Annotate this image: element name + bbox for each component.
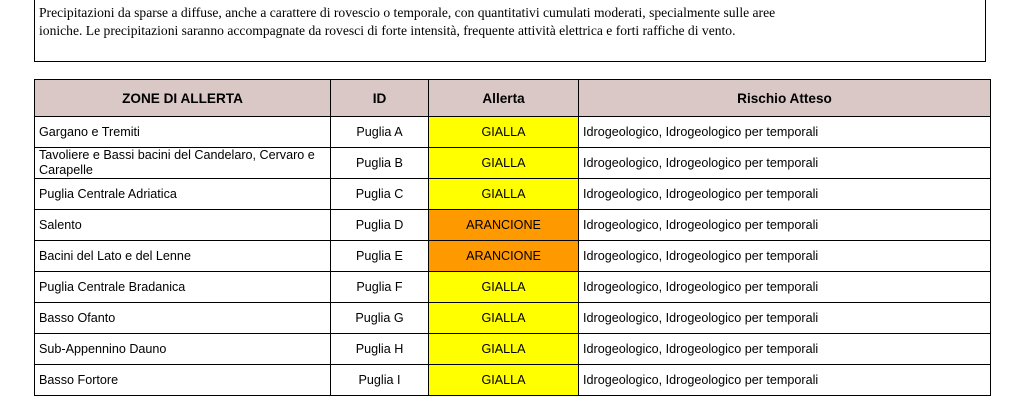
id-cell: Puglia D [331,210,429,241]
alert-zones-table [34,79,991,396]
risk-cell: Idrogeologico, Idrogeologico per temporali [579,334,991,365]
alert-badge-gialla: GIALLA [429,303,579,334]
zone-cell: Basso Ofanto [35,303,331,334]
table-header-row [35,80,991,117]
table-row [35,365,991,396]
zone-cell: Gargano e Tremiti [35,117,331,148]
alert-badge-gialla: GIALLA [429,334,579,365]
id-cell: Puglia E [331,241,429,272]
risk-cell: Idrogeologico, Idrogeologico per temporali [579,179,991,210]
alert-badge-gialla: GIALLA [429,117,579,148]
risk-cell: Idrogeologico, Idrogeologico per temporali [579,365,991,396]
alert-badge-gialla: GIALLA [429,365,579,396]
forecast-text-line-1: Precipitazioni da sparse a diffuse, anche a carattere di rovescio o temporale, con quantitativi cumulati moderati, specialmente sulle aree [39,5,776,20]
table-row [35,210,991,241]
id-cell: Puglia H [331,334,429,365]
id-cell: Puglia F [331,272,429,303]
header-zone: ZONE DI ALLERTA [35,80,331,117]
alert-badge-gialla: GIALLA [429,179,579,210]
zone-cell: Salento [35,210,331,241]
risk-cell: Idrogeologico, Idrogeologico per temporali [579,117,991,148]
table-row [35,117,991,148]
zone-cell: Puglia Centrale Bradanica [35,272,331,303]
alert-badge-gialla: GIALLA [429,148,579,179]
zone-cell: Sub-Appennino Dauno [35,334,331,365]
risk-cell: Idrogeologico, Idrogeologico per temporali [579,148,991,179]
table-row [35,334,991,365]
table-row [35,272,991,303]
table-row [35,303,991,334]
header-id: ID [331,80,429,117]
id-cell: Puglia G [331,303,429,334]
id-cell: Puglia A [331,117,429,148]
id-cell: Puglia B [331,148,429,179]
alert-badge-arancione: ARANCIONE [429,241,579,272]
risk-cell: Idrogeologico, Idrogeologico per temporali [579,303,991,334]
zone-cell: Tavoliere e Bassi bacini del Candelaro, Cervaro e Carapelle [35,148,331,179]
zone-cell: Bacini del Lato e del Lenne [35,241,331,272]
alert-badge-arancione: ARANCIONE [429,210,579,241]
table-row [35,179,991,210]
table-row [35,148,991,179]
table-row [35,241,991,272]
id-cell: Puglia I [331,365,429,396]
zone-cell: Basso Fortore [35,365,331,396]
risk-cell: Idrogeologico, Idrogeologico per temporali [579,272,991,303]
forecast-text-line-2: ioniche. Le precipitazioni saranno accompagnate da rovesci di forte intensità, frequente attività elettrica e forti raffiche di vento. [39,23,736,38]
forecast-description [34,0,986,62]
risk-cell: Idrogeologico, Idrogeologico per temporali [579,210,991,241]
id-cell: Puglia C [331,179,429,210]
header-alert: Allerta [429,80,579,117]
header-risk: Rischio Atteso [579,80,991,117]
zone-cell: Puglia Centrale Adriatica [35,179,331,210]
risk-cell: Idrogeologico, Idrogeologico per temporali [579,241,991,272]
alert-badge-gialla: GIALLA [429,272,579,303]
